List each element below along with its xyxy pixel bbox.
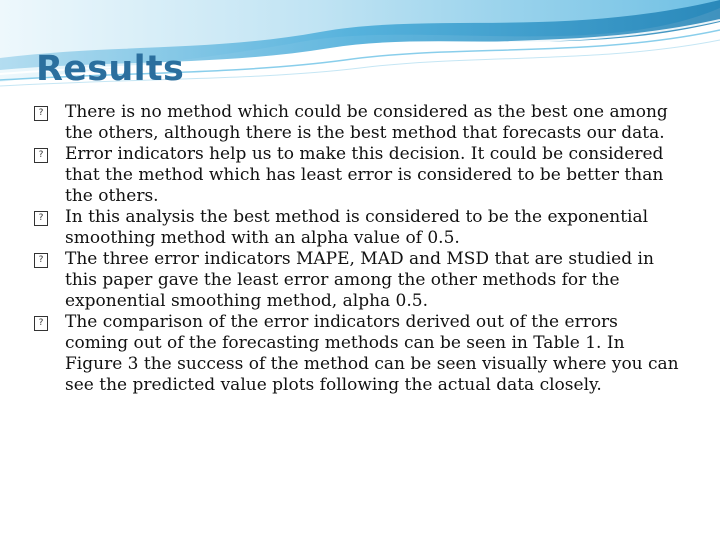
bullet-text: There is no method which could be considered as the best one among the others, although there is the best method that forecasts our data. xyxy=(65,102,668,143)
bullet-item xyxy=(34,312,684,396)
square-bullet-icon: ? xyxy=(34,211,48,226)
bullet-text: Error indicators help us to make this decision. It could be considered that the method which has least error is considered to be better than the others. xyxy=(65,144,664,206)
square-bullet-icon: ? xyxy=(34,148,48,163)
bullet-text: The comparison of the error indicators derived out of the errors coming out of the forecasting methods can be seen in Table 1. In Figure 3 the success of the method can be seen visually where you can see the predicted value plots following the actual data closely. xyxy=(65,312,679,395)
bullet-text: The three error indicators MAPE, MAD and MSD that are studied in this paper gave the least error among the other methods for the exponential smoothing method, alpha 0.5. xyxy=(65,249,654,311)
bullet-item xyxy=(34,207,684,249)
square-bullet-icon: ? xyxy=(34,253,48,268)
bullet-item xyxy=(34,144,684,207)
bullet-item xyxy=(34,102,684,144)
bullet-item xyxy=(34,249,684,312)
slide-title: Results xyxy=(36,49,185,89)
bullet-text: In this analysis the best method is considered to be the exponential smoothing method with an alpha value of 0.5. xyxy=(65,207,649,248)
bullet-list xyxy=(34,102,684,396)
square-bullet-icon: ? xyxy=(34,316,48,331)
square-bullet-icon: ? xyxy=(34,106,48,121)
